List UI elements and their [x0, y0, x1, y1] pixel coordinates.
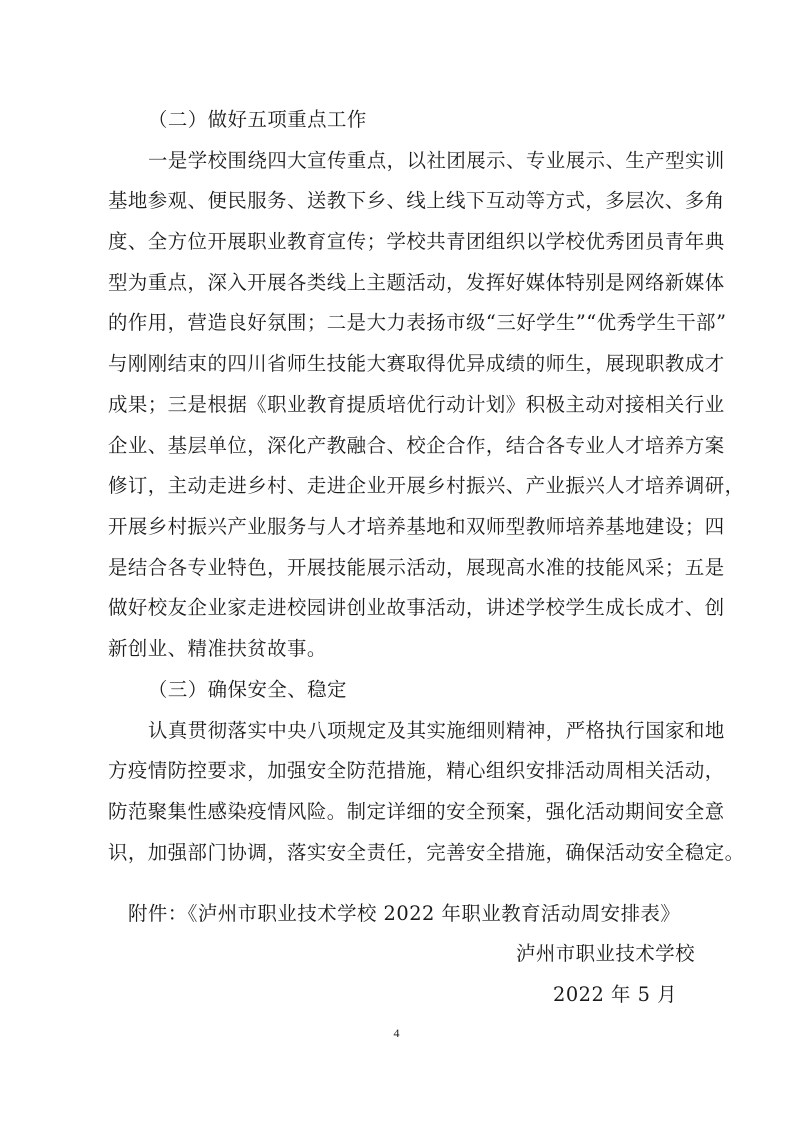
paragraph-line: 防范聚集性感染疫情风险。制定详细的安全预案，强化活动期间安全意: [108, 800, 725, 823]
paragraph-line: 是结合各专业特色，开展技能展示活动，展现高水准的技能风采；五是: [108, 556, 725, 579]
paragraph-line: 认真贯彻落实中央八项规定及其实施细则精神，严格执行国家和地: [148, 719, 725, 742]
paragraph-line: 新创业、精准扶贫故事。: [108, 637, 327, 660]
paragraph-line: 识，加强部门协调，落实安全责任，完善安全措施，确保活动安全稳定。: [108, 841, 745, 864]
paragraph-line: 成果；三是根据《职业教育提质培优行动计划》积极主动对接相关行业: [108, 393, 725, 416]
attachment-note: 附件：《泸州市职业技术学校 2022 年职业教育活动周安排表》: [128, 902, 681, 925]
paragraph-line: 度、全方位开展职业教育宣传；学校共青团组织以学校优秀团员青年典: [108, 230, 725, 253]
paragraph-line: 修订，主动走进乡村、走进企业开展乡村振兴、产业振兴人才培养调研，: [108, 474, 745, 497]
signature-date: 2022 年 5 月: [553, 983, 677, 1006]
section-2-heading: （二）做好五项重点工作: [148, 108, 367, 131]
section-3-heading: （三）确保安全、稳定: [148, 678, 347, 701]
paragraph-line: 的作用，营造良好氛围；二是大力表扬市级“三好学生”“优秀学生干部”: [108, 311, 727, 334]
paragraph-line: 企业、基层单位，深化产教融合、校企合作，结合各专业人才培养方案: [108, 434, 725, 457]
page-number: 4: [393, 1026, 400, 1040]
paragraph-line: 开展乡村振兴产业服务与人才培养基地和双师型教师培养基地建设；四: [108, 515, 725, 538]
paragraph-line: 一是学校围绕四大宣传重点，以社团展示、专业展示、生产型实训: [148, 149, 725, 172]
paragraph-line: 做好校友企业家走进校园讲创业故事活动，讲述学校学生成长成才、创: [108, 596, 725, 619]
paragraph-line: 型为重点，深入开展各类线上主题活动，发挥好媒体特别是网络新媒体: [108, 271, 725, 294]
paragraph-line: 方疫情防控要求，加强安全防范措施，精心组织安排活动周相关活动，: [108, 759, 725, 782]
signature-org: 泸州市职业技术学校: [516, 942, 696, 965]
paragraph-line: 基地参观、便民服务、送教下乡、线上线下互动等方式，多层次、多角: [108, 189, 725, 212]
paragraph-line: 与刚刚结束的四川省师生技能大赛取得优异成绩的师生，展现职教成才: [108, 352, 725, 375]
